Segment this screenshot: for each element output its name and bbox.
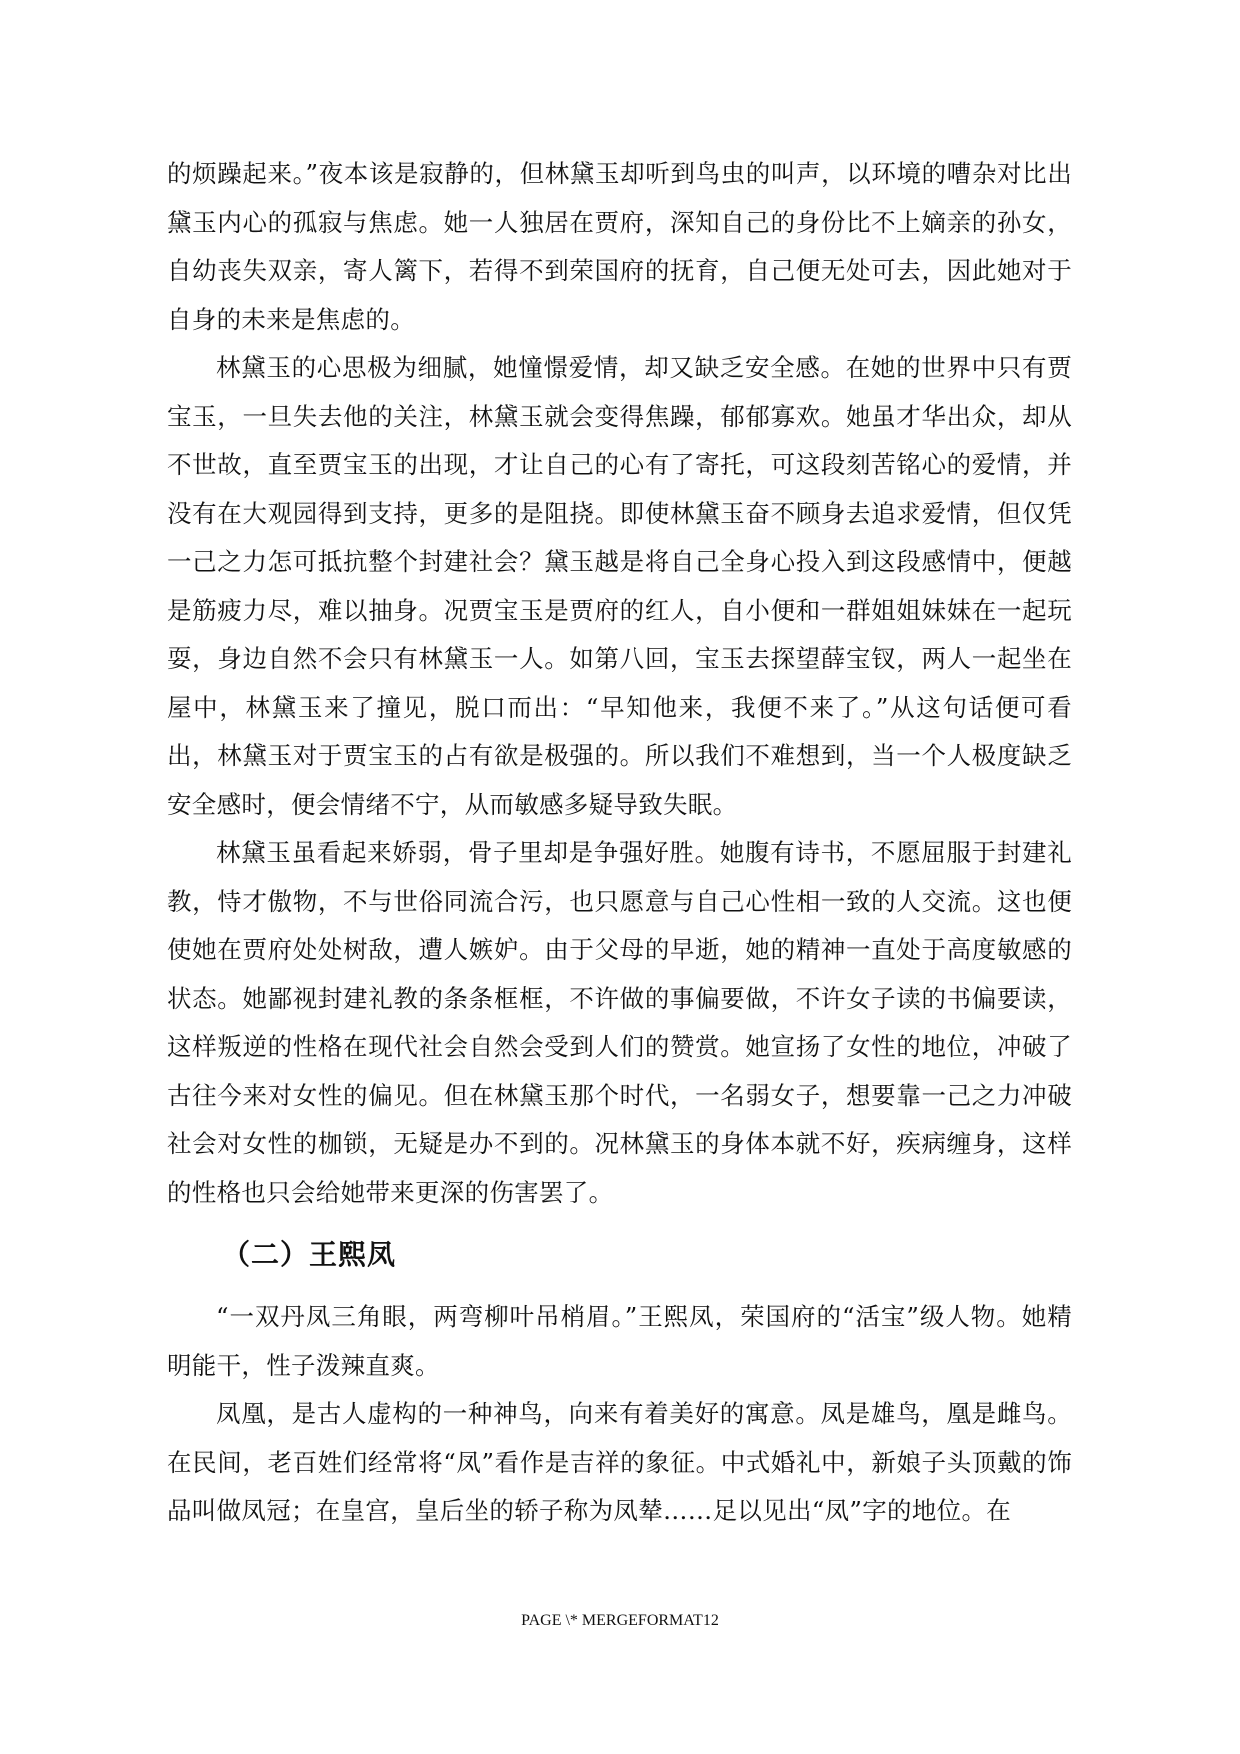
paragraph-4: “一双丹凤三角眼，两弯柳叶吊梢眉。”王熙凤，荣国府的“活宝”级人物。她精明能干，性子泼辣直爽。 <box>167 1302 1072 1380</box>
document-body <box>167 150 1072 1536</box>
page-footer: PAGE \* MERGEFORMAT12 <box>521 1612 719 1629</box>
paragraph-1: 的烦躁起来。”夜本该是寂静的，但林黛玉却听到鸟虫的叫声，以环境的嘈杂对比出黛玉内心的孤寂与焦虑。她一人独居在贾府，深知自己的身份比不上嫡亲的孙女，自幼丧失双亲，寄人篱下，若得不到荣国府的抚育，自己便无处可去，因此她对于自身的未来是焦虑的。 <box>167 159 1072 334</box>
paragraph-3: 林黛玉虽看起来娇弱，骨子里却是争强好胜。她腹有诗书，不愿屈服于封建礼教，恃才傲物，不与世俗同流合污，也只愿意与自己心性相一致的人交流。这也便使她在贾府处处树敌，遭人嫉妒。由于父母的早逝，她的精神一直处于高度敏感的状态。她鄙视封建礼教的条条框框，不许做的事偏要做，不许女子读的书偏要读，这样叛逆的性格在现代社会自然会受到人们的赞赏。她宣扬了女性的地位，冲破了古往今来对女性的偏见。但在林黛玉那个时代，一名弱女子，想要靠一己之力冲破社会对女性的枷锁，无疑是办不到的。况林黛玉的身体本就不好，疾病缠身，这样的性格也只会给她带来更深的伤害罢了。 <box>167 838 1072 1207</box>
paragraph-5: 凤凰，是古人虚构的一种神鸟，向来有着美好的寓意。凤是雄鸟，凰是雌鸟。在民间，老百姓们经常将“凤”看作是吉祥的象征。中式婚礼中，新娘子头顶戴的饰品叫做凤冠；在皇宫，皇后坐的轿子称为凤辇……足以见出“凤”字的地位。在 <box>167 1399 1072 1525</box>
paragraph-2: 林黛玉的心思极为细腻，她憧憬爱情，却又缺乏安全感。在她的世界中只有贾宝玉，一旦失去他的关注，林黛玉就会变得焦躁，郁郁寡欢。她虽才华出众，却从不世故，直至贾宝玉的出现，才让自己的心有了寄托，可这段刻苦铭心的爱情，并没有在大观园得到支持，更多的是阻挠。即使林黛玉奋不顾身去追求爱情，但仅凭一己之力怎可抵抗整个封建社会？黛玉越是将自己全身心投入到这段感情中，便越是筋疲力尽，难以抽身。况贾宝玉是贾府的红人，自小便和一群姐姐妹妹在一起玩耍，身边自然不会只有林黛玉一人。如第八回，宝玉去探望薛宝钗，两人一起坐在屋中，林黛玉来了撞见，脱口而出：“早知他来，我便不来了。”从这句话便可看出，林黛玉对于贾宝玉的占有欲是极强的。所以我们不难想到，当一个人极度缺乏安全感时，便会情绪不宁，从而敏感多疑导致失眠。 <box>167 353 1072 819</box>
section-heading: （二）王熙凤 <box>222 1238 397 1271</box>
